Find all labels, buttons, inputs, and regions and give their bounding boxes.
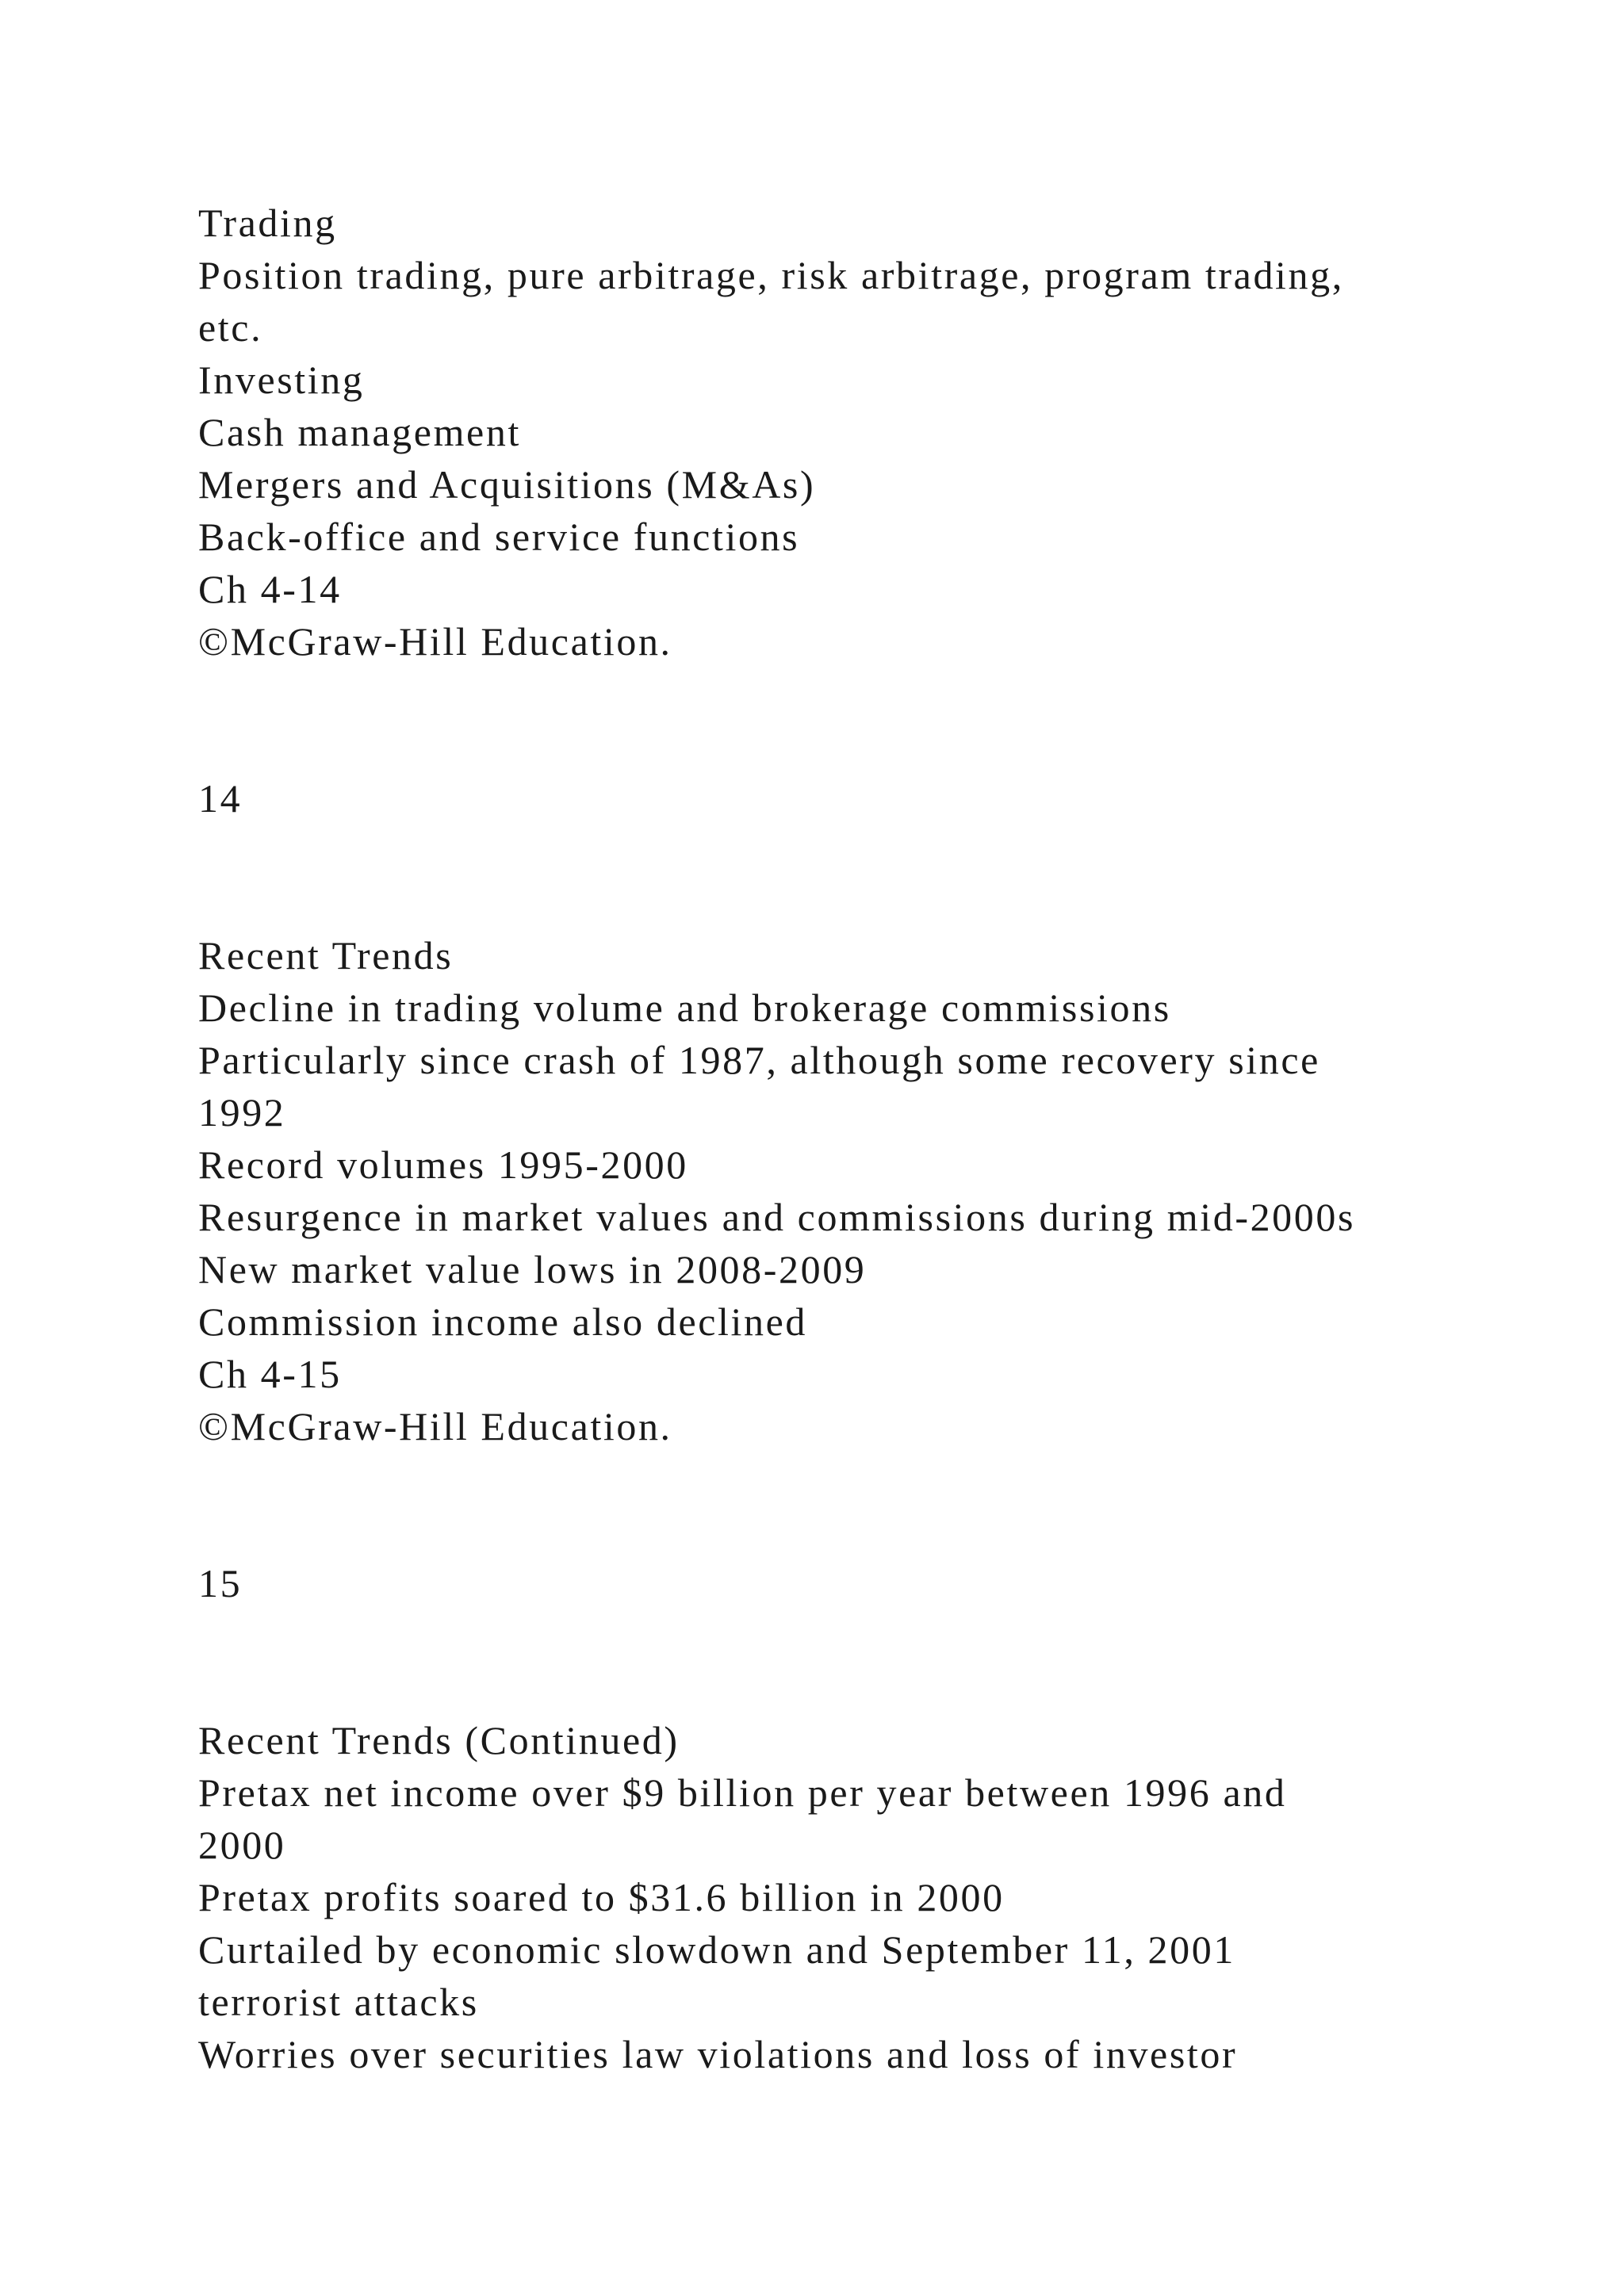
- heading-recent-trends: Recent Trends: [198, 933, 454, 978]
- heading-trading: Trading: [198, 201, 337, 245]
- text-line: Mergers and Acquisitions (M&As): [198, 462, 816, 507]
- text-line: Worries over securities law violations and loss of investor: [198, 2032, 1238, 2076]
- text-line: 1992: [198, 1090, 286, 1135]
- text-line: Cash management: [198, 410, 521, 454]
- text-line: Resurgence in market values and commissions during mid-2000s: [198, 1195, 1356, 1239]
- text-line: Particularly since crash of 1987, although some recovery since: [198, 1038, 1320, 1082]
- slide-ref: Ch 4-14: [198, 567, 342, 611]
- text-line: Decline in trading volume and brokerage commissions: [198, 985, 1171, 1030]
- text-line: Record volumes 1995-2000: [198, 1142, 688, 1187]
- text-line: Pretax profits soared to $31.6 billion in 2000: [198, 1875, 1005, 1919]
- text-line: 2000: [198, 1823, 286, 1867]
- copyright-line: ©McGraw-Hill Education.: [198, 1404, 672, 1448]
- text-line: Curtailed by economic slowdown and September 11, 2001: [198, 1927, 1235, 1972]
- text-line: terrorist attacks: [198, 1980, 479, 2024]
- copyright-line: ©McGraw-Hill Education.: [198, 619, 672, 664]
- text-line: Back-office and service functions: [198, 515, 800, 559]
- text-line: New market value lows in 2008-2009: [198, 1247, 867, 1292]
- slide-ref: Ch 4-15: [198, 1352, 342, 1396]
- page-number: 14: [198, 776, 243, 821]
- page-number: 15: [198, 1561, 243, 1605]
- text-line: Commission income also declined: [198, 1299, 808, 1344]
- heading-recent-trends-continued: Recent Trends (Continued): [198, 1718, 680, 1762]
- text-line: etc.: [198, 305, 263, 350]
- text-line: Investing: [198, 358, 365, 402]
- text-line: Position trading, pure arbitrage, risk arbitrage, program trading,: [198, 253, 1344, 297]
- text-line: Pretax net income over $9 billion per year between 1996 and: [198, 1770, 1287, 1815]
